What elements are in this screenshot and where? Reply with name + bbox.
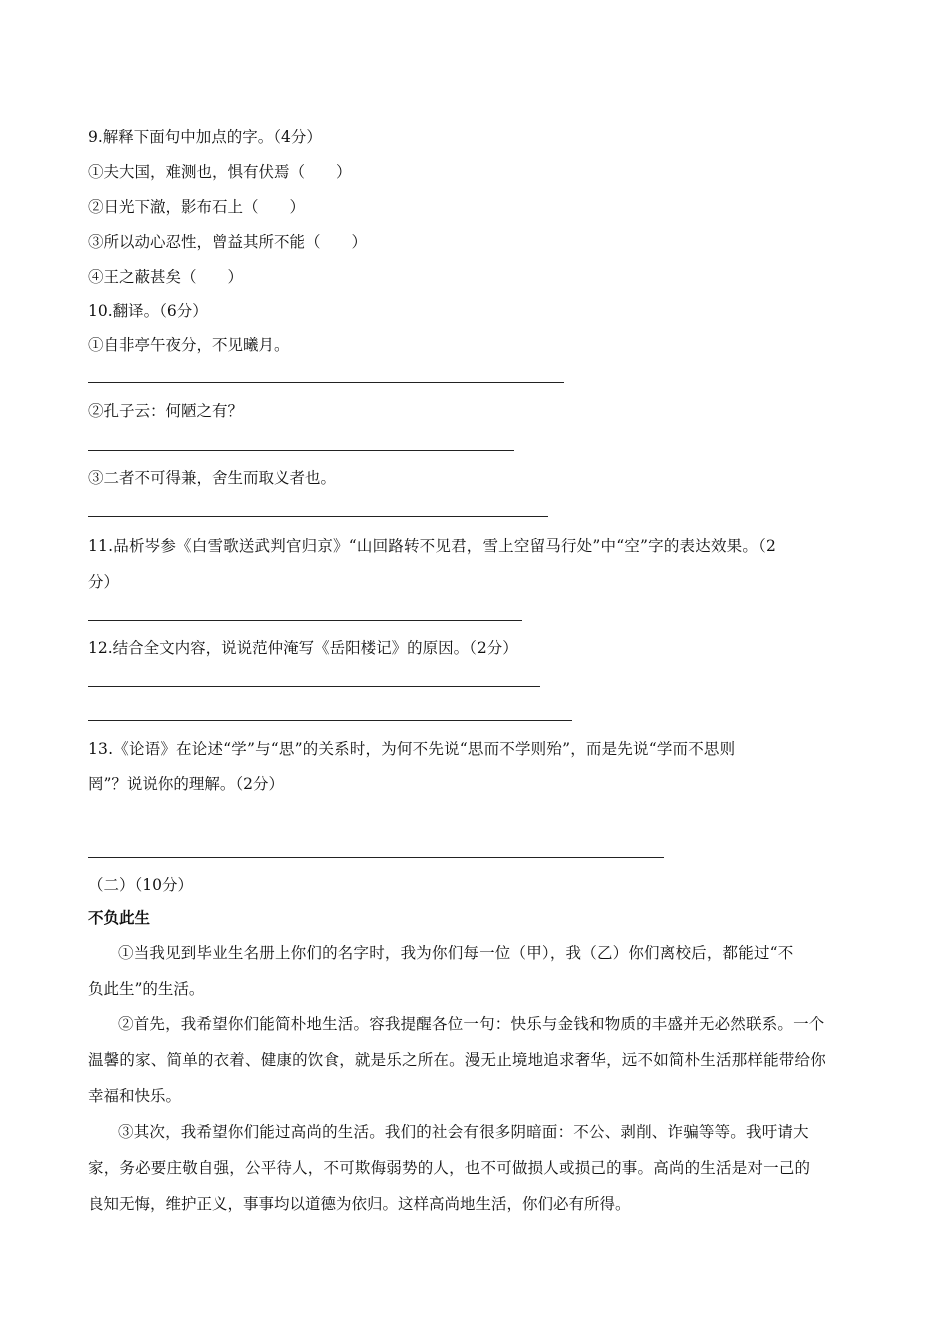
section-header: （二）（10分）: [88, 876, 193, 894]
q12-title: 12.结合全文内容，说说范仲淹写《岳阳楼记》的原因。（2分）: [88, 639, 518, 657]
answer-line[interactable]: [88, 720, 572, 721]
passage-p1-line-2: 负此生”的生活。: [88, 980, 205, 998]
passage-p3-line-1: ③其次，我希望你们能过高尚的生活。我们的社会有很多阴暗面：不公、剥削、诈骗等等。我吁请大: [118, 1123, 809, 1141]
answer-line[interactable]: [88, 620, 522, 621]
passage-p1-line-1: ①当我见到毕业生名册上你们的名字时，我为你们每一位（甲），我（乙）你们离校后，都能过“不: [118, 944, 794, 962]
answer-line[interactable]: [88, 686, 540, 687]
q9-item-2: ②日光下澈，影布石上（ ）: [88, 198, 306, 216]
q10-item-1: ①自非亭午夜分，不见曦月。: [88, 336, 290, 354]
passage-p3-line-3: 良知无悔，维护正义，事事均以道德为依归。这样高尚地生活，你们必有所得。: [88, 1195, 631, 1213]
q9-item-4: ④王之蔽甚矣（ ）: [88, 268, 244, 286]
answer-line[interactable]: [88, 516, 548, 517]
answer-line[interactable]: [88, 382, 564, 383]
answer-line[interactable]: [88, 450, 514, 451]
q10-item-2: ②孔子云：何陋之有？: [88, 402, 244, 420]
q13-line-1: 13.《论语》在论述“学”与“思”的关系时，为何不先说“思而不学则殆”，而是先说“学而不思则: [88, 740, 736, 758]
q11-line-1: 11.品析岑参《白雪歌送武判官归京》“山回路转不见君，雪上空留马行处”中“空”字的表达效果。（2: [88, 537, 777, 555]
q9-item-1: ①夫大国，难测也，惧有伏焉（ ）: [88, 163, 352, 181]
passage-p3-line-2: 家，务必要庄敬自强，公平待人，不可欺侮弱势的人，也不可做损人或损己的事。高尚的生活是对一己的: [88, 1159, 811, 1177]
answer-line[interactable]: [88, 857, 664, 858]
passage-p2-line-3: 幸福和快乐。: [88, 1087, 182, 1105]
q13-line-2: 罔”？说说你的理解。（2分）: [88, 775, 285, 793]
passage-title: 不负此生: [88, 908, 151, 927]
q9-item-3: ③所以动心忍性，曾益其所不能（ ）: [88, 233, 368, 251]
q9-title: 9.解释下面句中加点的字。（4分）: [88, 128, 322, 146]
passage-p2-line-2: 温馨的家、简单的衣着、健康的饮食，就是乐之所在。漫无止境地追求奢华，远不如简朴生活那样能带给你: [88, 1051, 826, 1069]
q11-line-2: 分）: [88, 573, 120, 591]
passage-p2-line-1: ②首先，我希望你们能简朴地生活。容我提醒各位一句：快乐与金钱和物质的丰盛并无必然联系。一个: [118, 1015, 825, 1033]
q10-item-3: ③二者不可得兼，舍生而取义者也。: [88, 469, 337, 487]
q10-title: 10.翻译。（6分）: [88, 302, 208, 320]
